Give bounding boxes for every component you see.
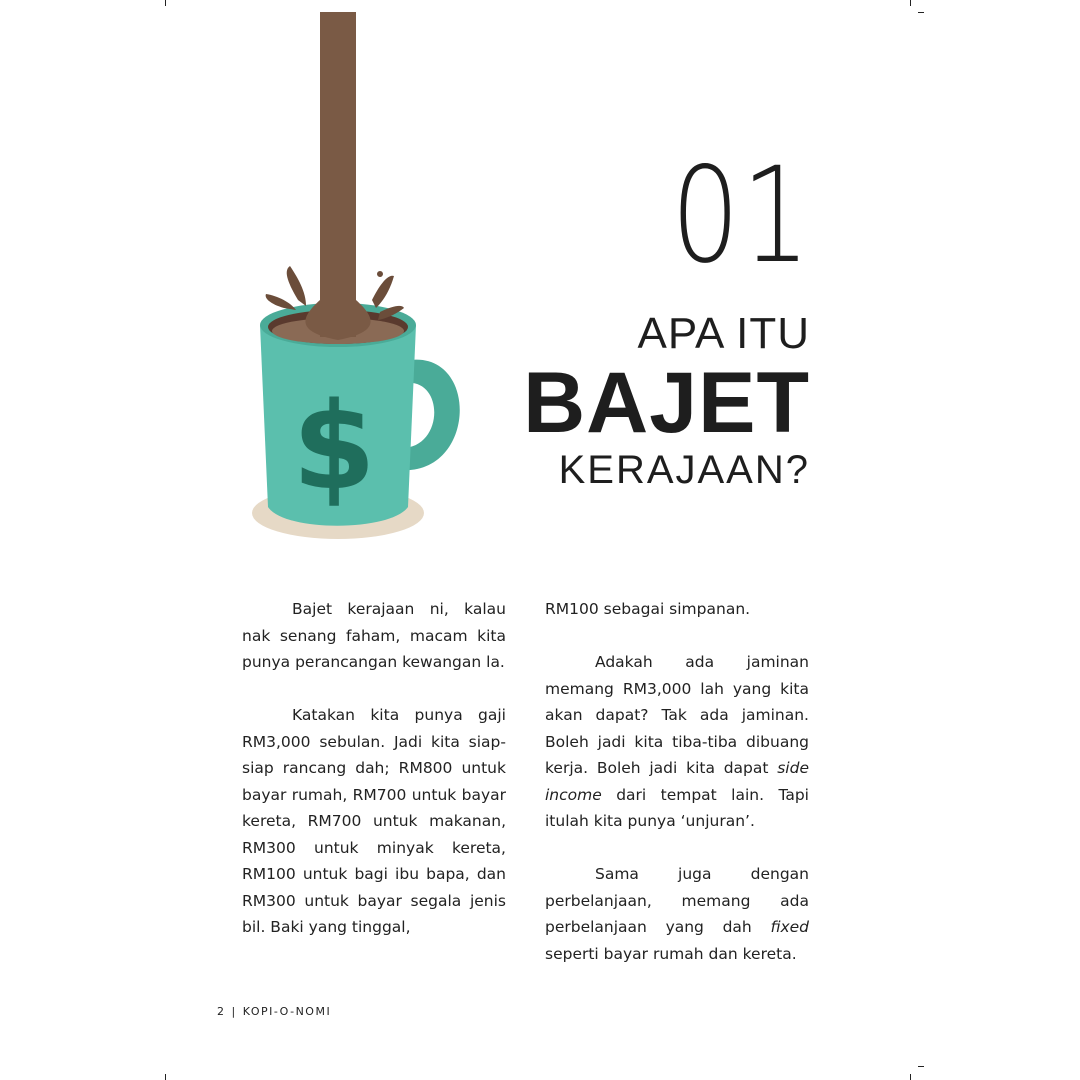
crop-mark <box>910 1074 911 1080</box>
crop-mark <box>918 12 924 13</box>
page-number: 2 <box>217 1005 226 1018</box>
paragraph <box>545 649 809 835</box>
crop-mark <box>165 0 166 6</box>
book-title: KOPI-O-NOMI <box>242 1005 332 1018</box>
paragraph-text: seperti bayar rumah dan kereta. <box>545 944 797 963</box>
page-footer <box>217 1005 331 1018</box>
paragraph <box>545 861 809 967</box>
body-column-right <box>545 596 809 994</box>
coffee-mug-dollar-icon <box>240 0 480 560</box>
footer-separator: | <box>231 1005 237 1018</box>
paragraph-text: dari tempat lain. Tapi itulah kita punya ‘unjuran’. <box>545 785 809 830</box>
paragraph-text: Adakah ada jaminan memang RM3,000 lah yang kita akan dapat? Tak ada jaminan. Boleh jadi kita tiba-tiba dibuang kerja. Boleh jadi kita dapat <box>545 653 809 777</box>
chapter-title-line-3: KERAJAAN? <box>558 448 810 492</box>
paragraph-text: Sama juga dengan perbelanjaan, memang ada perbelanjaan yang dah <box>545 865 809 936</box>
paragraph: Bajet kerajaan ni, kalau nak senang faham, macam kita punya perancangan kewangan la. <box>242 600 506 671</box>
dollar-symbol: $ <box>292 378 376 517</box>
crop-mark <box>165 1074 166 1080</box>
crop-mark <box>910 0 911 6</box>
italic-term: side income <box>545 759 809 804</box>
paragraph: Katakan kita punya gaji RM3,000 sebulan. Jadi kita siap-siap rancang dah; RM800 untuk bayar rumah, RM700 untuk bayar kereta, RM700 untuk makanan, RM300 untuk minyak kereta, RM100 untuk bagi ibu bapa, dan RM300 untuk bayar segala jenis bil. Baki yang tinggal, <box>242 706 506 936</box>
italic-term: fixed <box>770 918 809 936</box>
chapter-title-line-2: BAJET <box>523 355 810 451</box>
chapter-number: 01 <box>670 139 812 293</box>
body-column-left <box>242 596 506 967</box>
paragraph: RM100 sebagai simpanan. <box>545 600 751 618</box>
chapter-title-line-1: APA ITU <box>637 309 810 358</box>
crop-mark <box>918 1066 924 1067</box>
